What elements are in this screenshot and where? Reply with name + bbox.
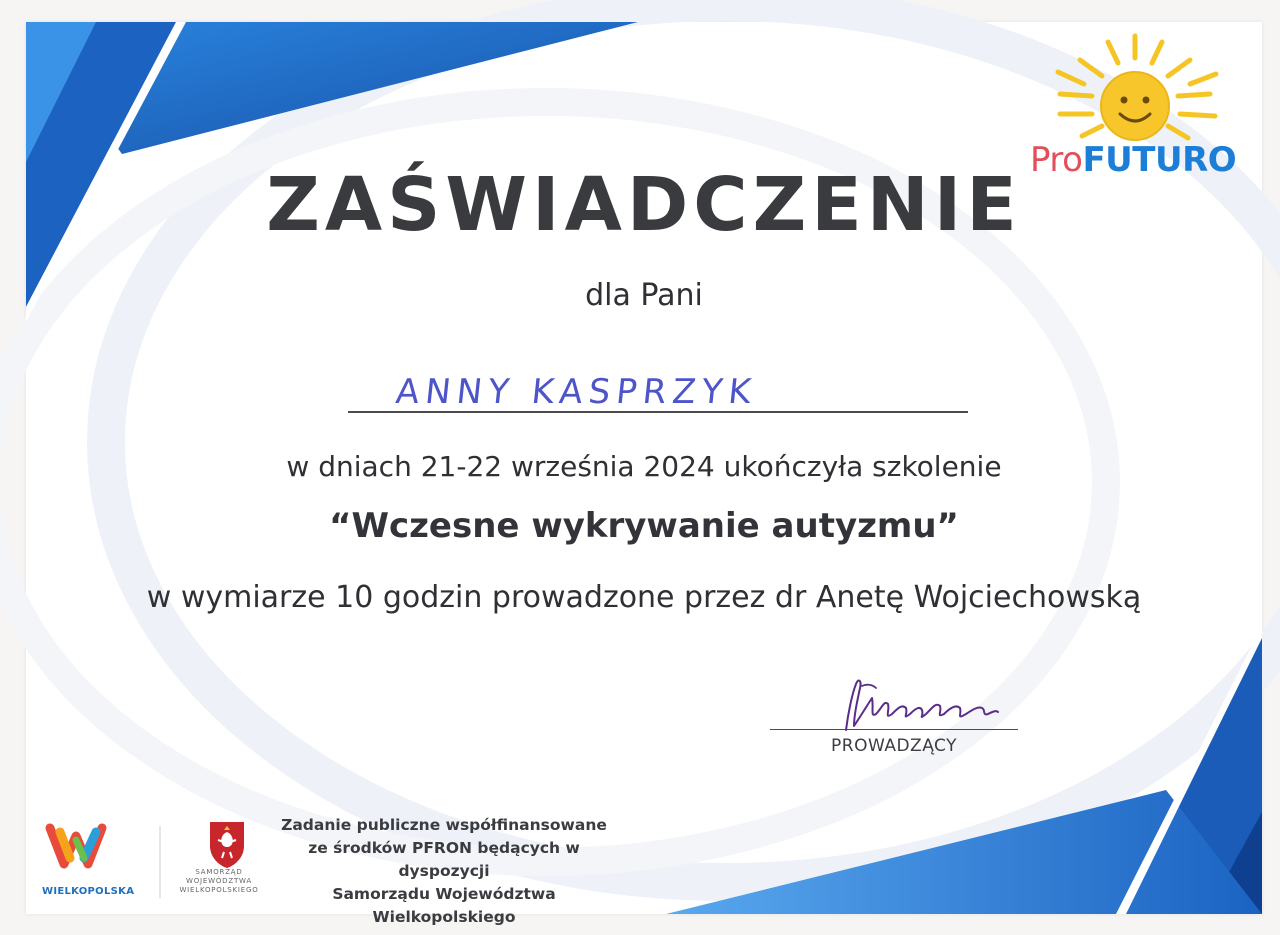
name-underline (348, 411, 968, 413)
brand-pro-text: Pro (1030, 140, 1083, 180)
completion-text: w dniach 21-22 września 2024 ukończyła szkolenie (286, 450, 1002, 483)
wielkopolska-logo-icon (50, 828, 102, 864)
funding-line: Zadanie publiczne współfinansowane (281, 816, 607, 834)
handwritten-signature (832, 674, 1002, 734)
page-title: ZAŚWIADCZENIE (266, 162, 1022, 248)
funding-line: Samorządu Województwa Wielkopolskiego (332, 885, 556, 926)
coat-of-arms-icon (210, 822, 244, 868)
brand-futuro-text: FUTURO (1082, 140, 1237, 180)
funding-line: ze środków PFRON będących w dyspozycji (308, 839, 580, 880)
wielkopolska-label: WIELKOPOLSKA (42, 886, 135, 897)
signature-line (770, 729, 1018, 730)
funding-note (274, 814, 614, 929)
course-title: “Wczesne wykrywanie autyzmu” (329, 506, 959, 546)
certificate-sheet (26, 22, 1262, 926)
salutation: dla Pani (585, 278, 703, 313)
recipient-name: ANNY KASPRZYK (393, 372, 759, 412)
signature-label: PROWADZĄCY (831, 736, 957, 756)
samorzad-label: SAMORZĄD WOJEWÓDZTWA WIELKOPOLSKIEGO (179, 868, 259, 894)
course-details: w wymiarze 10 godzin prowadzone przez dr Anetę Wojciechowską (146, 580, 1142, 615)
